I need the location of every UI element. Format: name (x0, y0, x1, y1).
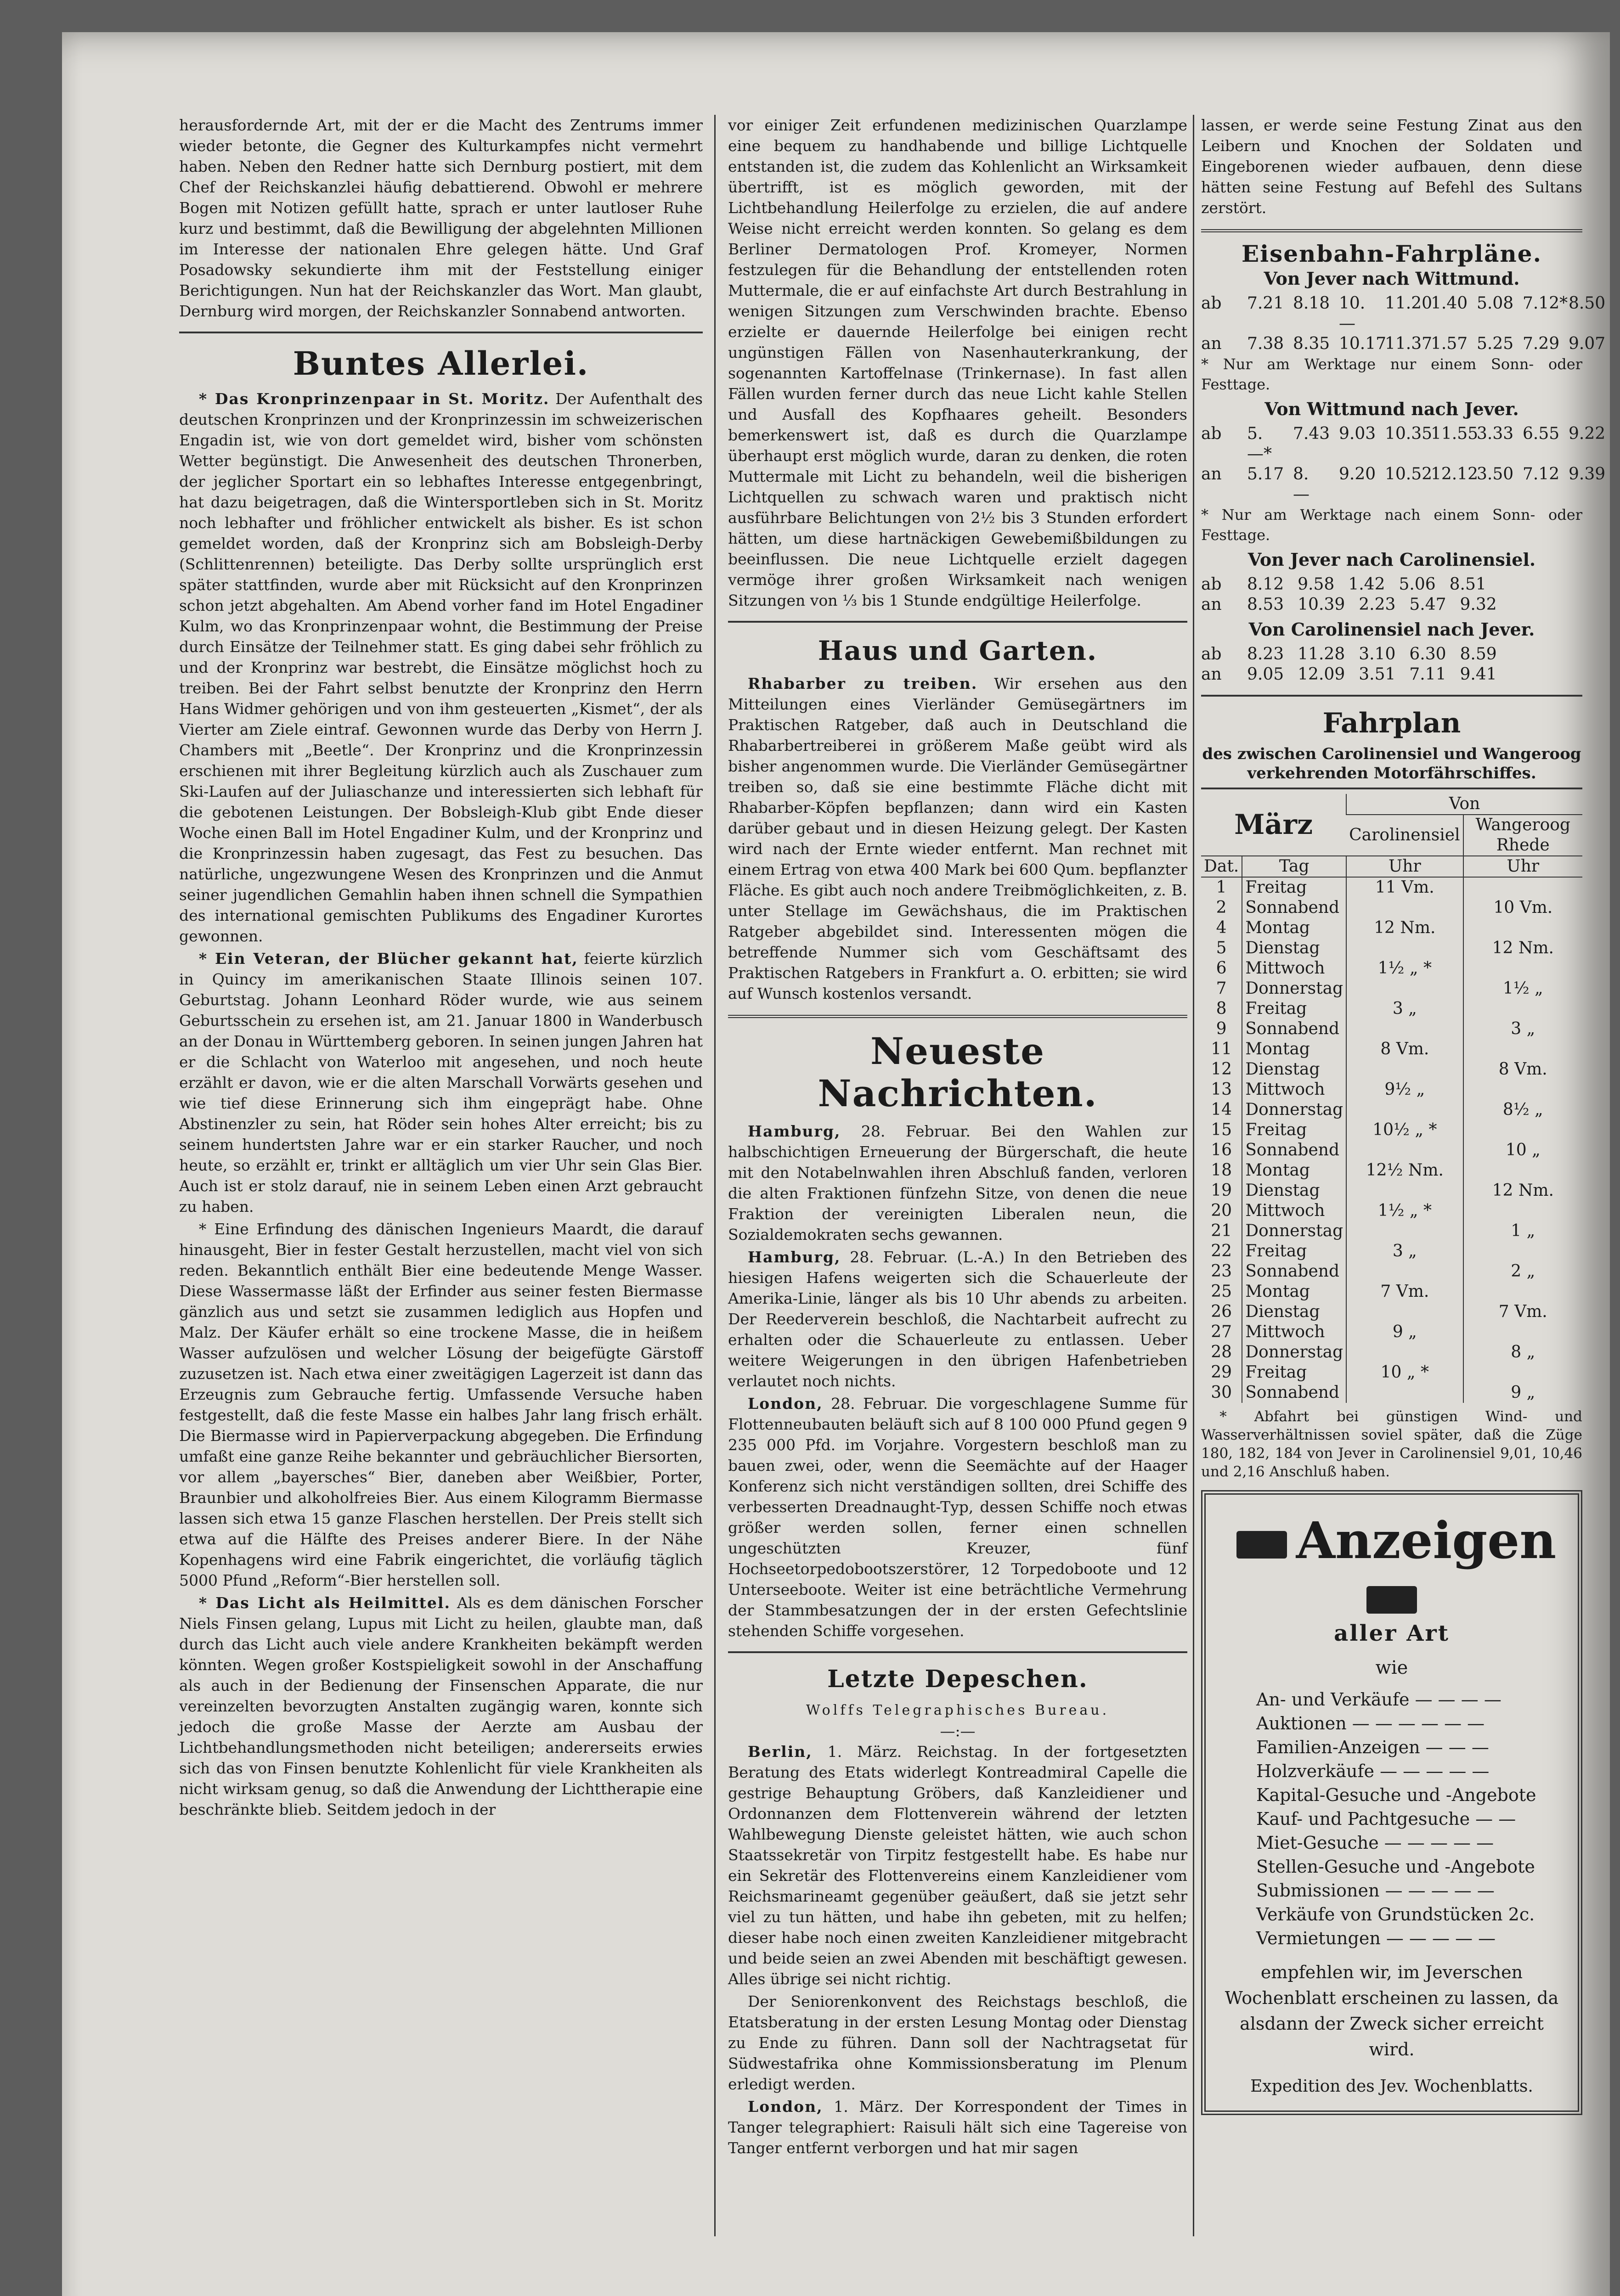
cell: 1.57 (1431, 334, 1468, 353)
date-cell: 7 (1216, 979, 1227, 998)
news-body: 28. Februar. (L.-A.) In den Betrieben des hiesigen Hafens weigerten sich die Schauerleute der Amerika-Linie, länger als bis 10 Uhr abends zu arbeiten. Der Reederverein beschloß, die Nachtarbeit aufrecht zu erhalten oder die Schauerleute zu entlassen. Ueber weitere Weigerungen in den übrigen Hafenbetrieben verlautet noch nichts. (728, 1248, 1187, 1390)
column-3 (1201, 115, 1606, 2115)
section-heading-haus-und-garten: Haus und Garten. (818, 635, 1098, 666)
ferry-row (1201, 1362, 1582, 1383)
wangeroog-time-cell (1463, 958, 1582, 979)
cell: 11.28 (1298, 645, 1345, 664)
von-header: Von (1346, 794, 1582, 815)
cell: 7.43 (1293, 424, 1330, 443)
carolinensiel-time-cell (1346, 1181, 1463, 1201)
ferry-row (1201, 1383, 1582, 1403)
article-bier-erfindung: * Eine Erfindung des dänischen Ingenieurs Maardt, die darauf hinausgeht, Bier in fester Gestalt herzustellen, macht viel von sich reden. Bekanntlich enthält Bier eine bedeutende Menge Wasser. Diese Wassermasse läßt der Erfinder aus seiner festen Biermasse gänzlich aus und setzt sie zusammen lediglich aus Hopfen und Malz. Der Käufer erhält so eine trockene Masse, die in heißem Wasser aufzulösen und welcher Lösung der beigefügte Gärstoff zuzusetzen ist. Nach etwa einer zweitägigen Lagerzeit ist dann das Erzeugnis zum Gebrauche fertig. Umfassende Versuche haben festgestellt, daß die feste Masse ein halbes Jahr lang frisch erhält. Die Biermasse wird in Papierverpackung abgegeben. Die Erfindung umfaßt eine ganze Reihe bekannter und gebräuchlicher Biersorten, vor allem „bayersches“ Bier, daneben aber Weißbier, Porter, Braunbier und alkoholfreies Bier. Aus einem Kilogramm Biermasse lassen sich etwa 15 ganze Flaschen herstellen. Der Preis stellt sich etwa auf die Hälfte des Preises anderer Biere. In der Nähe Kopenhagens wird eine Fabrik eingerichtet, die vorläufig täglich 5000 Pfund „Reform“-Bier herstellen soll. (179, 1220, 703, 1589)
news-dateline: Berlin, (747, 1743, 813, 1761)
cell: 6.55 (1523, 424, 1560, 443)
dispatch-berlin (728, 1741, 1187, 1989)
date-header: Dat. (1201, 856, 1242, 877)
cell: 7.12 (1523, 465, 1560, 484)
wangeroog-time-cell: 7 Vm. (1463, 1302, 1582, 1322)
article-lead: * Das Licht als Heilmittel. (198, 1594, 451, 1612)
month-header: März (1201, 794, 1346, 856)
timetable-title: Von Jever nach Wittmund. (1264, 268, 1520, 289)
ad-list-item: Verkäufe von Grundstücken 2c. (1256, 1904, 1535, 1925)
date-cell: 19 (1211, 1181, 1232, 1200)
cell: 9.22 (1569, 424, 1606, 443)
wangeroog-time-cell (1463, 1322, 1582, 1342)
ad-list-item: Vermietungen — — — — — (1256, 1928, 1496, 1948)
carolinensiel-time-cell: 9½ „ (1346, 1080, 1463, 1100)
cell: 8.35 (1293, 334, 1330, 353)
news-dateline: Hamburg, (747, 1248, 841, 1266)
wangeroog-time-cell: 8 „ (1463, 1342, 1582, 1362)
carolinensiel-time-cell (1346, 1140, 1463, 1160)
cell: 10.39 (1298, 595, 1345, 614)
cell: 9.41 (1460, 665, 1497, 684)
carolinensiel-time-cell: 3 „ (1346, 1241, 1463, 1261)
timetable-title: Von Wittmund nach Jever. (1264, 399, 1519, 419)
carolinensiel-time-cell (1346, 1100, 1463, 1120)
news-dateline: London, (747, 1395, 823, 1412)
ferry-row (1201, 918, 1582, 938)
ad-text: empfehlen wir, im Jeverschen Wochenblatt erscheinen zu lassen, da alsdann der Zweck sicher erreicht wird. (1225, 1962, 1559, 2060)
cell: 7.29 (1523, 334, 1560, 353)
cell: an (1201, 595, 1222, 614)
carolinensiel-time-cell (1346, 1059, 1463, 1080)
cell: 10.52 (1385, 465, 1433, 484)
article-body: Als es dem dänischen Forscher Niels Finsen gelang, Lupus mit Licht zu heilen, glaubte man, daß durch das Licht auch viele andere Krankheiten bekämpft werden könnten. Wegen großer Kostspieligkeit sowohl in der Anschaffung als auch in der Bedienung der Finsenschen Apparate, die nur vereinzelten bevorzugten Anstalten zugängig waren, konnte sich jedoch die große Masse der Aerzte am Ausbau der Lichtbehandlungsmethoden nicht beteiligen; andererseits erwies sich das von Finsen benutzte Kohlenlicht für viele Krankheiten als nicht wirksam genug, so daß die Anwendung der Lichttherapie eine beschränkte blieb. Seitdem jedoch in der (179, 1594, 703, 1818)
article-kronprinzenpaar (179, 388, 703, 946)
day-cell: Freitag (1242, 1362, 1346, 1383)
date-cell: 27 (1211, 1322, 1232, 1341)
article-veteran (179, 948, 703, 1217)
ferry-row (1201, 1120, 1582, 1140)
date-cell: 15 (1211, 1120, 1232, 1139)
divider (728, 1651, 1187, 1653)
wangeroog-time-cell: 12 Nm. (1463, 938, 1582, 958)
carolinensiel-time-cell (1346, 1302, 1463, 1322)
dispatch-london (728, 2096, 1187, 2158)
cell: 7.21 (1247, 294, 1284, 313)
article-body: Der Aufenthalt des deutschen Kronprinzen und der Kronprinzessin im schweizerischen Engadin ist, wie von dort gemeldet wird, bisher vom schönsten Wetter begünstigt. Die Anwesenheit des deutschen Thronerben, der jeglicher Sportart ein so lebhaftes Interesse entgegenbringt, hat dazu beigetragen, daß die Wintersportleben sich in St. Moritz noch lebhafter und fröhlicher entwickelt als bisher. Es ist schon gemeldet worden, daß der Kronprinz sich am Bobsleigh-Derby (Schlittenrennen) beteiligte. Das Derby sollte ursprünglich erst später stattfinden, wurde aber mit Rücksicht auf den Kronprinzen schon jetzt abgehalten. Am Abend vorher fand im Hotel Engadiner Kulm, wo das Kronprinzenpaar wohnt, die Bestimmung der Preise durch Einsätze der Teilnehmer statt. Es ging dabei sehr fröhlich zu und der Kronprinz war bestrebt, die Einsätze möglichst hoch zu treiben. Bei der Fahrt selbst benutzte der Kronprinz den Herrn Hans Widmer gehörigen und von ihm gesteuerten „Kismet“, der als Vierter am Ziele eintraf. Gewonnen wurde das Derby von Herrn J. Chambers mit „Beetle“. Der Kronprinz und die Kronprinzessin erschienen mit ihrer Begleitung kürzlich auch als Zuschauer zum Ski-Laufen auf der Juliaschanze und interessierten sich lebhaft für die gebotenen Leistungen. Der Bobsleigh-Klub gibt Ende dieser Woche einen Ball im Hotel Engadiner Kulm, und der Kronprinz und die Kronprinzessin haben zugesagt, das Fest zu besuchen. Das natürliche, ungezwungene Wesen des Kronprinzen und die Anmut seiner jugendlichen Gemahlin haben ihnen schnell die Sympathien des international gemischten Publikums des Engadiner Kurortes gewonnen. (179, 390, 703, 945)
wangeroog-time-cell (1463, 1241, 1582, 1261)
day-cell: Montag (1242, 1039, 1346, 1059)
wangeroog-time-cell: 10 Vm. (1463, 898, 1582, 918)
carolinensiel-time-cell: 10 „ * (1346, 1362, 1463, 1383)
timetable-row-ab (1201, 644, 1582, 664)
ferry-row (1201, 1322, 1582, 1342)
wolff-bureau-line: Wolffs Telegraphisches Bureau. (806, 1702, 1110, 1718)
day-cell: Freitag (1242, 999, 1346, 1019)
day-cell: Freitag (1242, 1120, 1346, 1140)
date-cell: 14 (1211, 1100, 1232, 1119)
wangeroog-time-cell (1463, 1039, 1582, 1059)
wangeroog-header: Wangeroog Rhede (1463, 815, 1582, 856)
cell: 9.05 (1247, 665, 1284, 684)
article-body: feierte kürzlich in Quincy im amerikanischen Staate Illinois seinen 107. Geburtstag. Johann Leonhard Röder wurde, wie aus seinem Geburtsschein zu ersehen ist, am 21. Januar 1800 in Wanderbusch an der Donau in Württemberg geboren. In seinen jungen Jahren hat er die Schlacht von Waterloo mit angesehen, und noch heute erzählt er davon, wie er die alten Marschall Vorwärts gesehen und wie tief diese Erinnerung sich ihm eingeprägt habe. Ohne Abstinenzler zu sein, hat Röder sein hohes Alter erreicht; bis zu seinem hundertsten Jahre war er ein starker Raucher, und noch heute, so erzählt er, trinkt er alltäglich um vier Uhr sein Glas Bier. Auch ist er stolz darauf, nie in seinem Leben einen Arzt gebraucht zu haben. (179, 950, 703, 1216)
day-cell: Montag (1242, 918, 1346, 938)
ad-list-item: Auktionen — — — — — — (1256, 1713, 1485, 1733)
time-header: Uhr (1346, 856, 1463, 877)
cell: 8.23 (1247, 645, 1284, 664)
cell: 11.20 (1385, 294, 1433, 313)
pointing-hand-icon (1366, 1586, 1417, 1614)
ad-list (1256, 1688, 1559, 1950)
section-heading-letzte-depeschen: Letzte Depeschen. (827, 1665, 1088, 1693)
wangeroog-time-cell (1463, 1362, 1582, 1383)
article-lead: Rhabarber zu treiben. (747, 675, 978, 692)
carolinensiel-time-cell (1346, 898, 1463, 918)
cell: 5.06 (1399, 575, 1436, 594)
carolinensiel-time-cell: 9 „ (1346, 1322, 1463, 1342)
ferry-row (1201, 1080, 1582, 1100)
date-cell: 28 (1211, 1343, 1232, 1362)
timetable-note: * Nur am Werktage nur einem Sonn- oder Festtage. (1201, 355, 1582, 393)
date-cell: 22 (1211, 1242, 1232, 1261)
news-hamburg-2 (728, 1247, 1187, 1391)
cell: 9.58 (1298, 575, 1335, 594)
wangeroog-time-cell: 3 „ (1463, 1019, 1582, 1039)
cell: 9.03 (1339, 424, 1376, 443)
ferry-row (1201, 1261, 1582, 1282)
wangeroog-time-cell: 8½ „ (1463, 1100, 1582, 1120)
ferry-note: * Abfahrt bei günstigen Wind- und Wasserverhältnissen soviel später, daß die Züge 180, 182, 184 von Jever in Carolinensiel 9,01, 10,46 und 2,16 Anschluß haben. (1201, 1408, 1582, 1480)
news-dateline: Hamburg, (747, 1122, 841, 1140)
wangeroog-time-cell: 1½ „ (1463, 979, 1582, 999)
ferry-row (1201, 1019, 1582, 1039)
wangeroog-time-cell (1463, 918, 1582, 938)
cell: 6.30 (1409, 645, 1446, 664)
date-cell: 11 (1211, 1040, 1232, 1058)
section-heading-buntes-allerlei: Buntes Allerlei. (293, 344, 589, 383)
carolinensiel-time-cell: 7 Vm. (1346, 1282, 1463, 1302)
ferry-row (1201, 1282, 1582, 1302)
day-cell: Mittwoch (1242, 1322, 1346, 1342)
carolinensiel-time-cell: 1½ „ * (1346, 958, 1463, 979)
wangeroog-time-cell: 8 Vm. (1463, 1059, 1582, 1080)
cell: 5.—* (1247, 424, 1272, 463)
news-london-1 (728, 1393, 1187, 1641)
timetable-note: * Nur am Werktage nach einem Sonn- oder Festtage. (1201, 506, 1582, 544)
ferry-row (1201, 898, 1582, 918)
day-cell: Sonnabend (1242, 1383, 1346, 1403)
ferry-row (1201, 1241, 1582, 1261)
carolinensiel-time-cell (1346, 1019, 1463, 1039)
timetable-row-an (1201, 464, 1606, 505)
cell: 11.55 (1431, 424, 1479, 443)
article-rhabarber (728, 673, 1187, 1004)
ad-title-text: Anzeigen (1296, 1511, 1557, 1570)
article-body: Wir ersehen aus den Mitteilungen eines Vierländer Gemüsegärtners im Praktischen Ratgeber, daß auch in Deutschland die Rhabarbertreiberei in größerem Maße geübt wird als bisher angenommen wurde. Die Vierländer Gemüsegärtner treiben so, daß sie eine bestimmte Fläche dicht mit Rhabarber-Köpfen bepflanzen; dann wird ein Kasten darüber gebaut und in diesen Heizung gelegt. Der Kasten wird nach der Ernte wieder entfernt. Man rechnet mit einem Ertrag von etwa 400 Mark bei 600 Qum. bepflanzter Fläche. Es gibt auch noch andere Treibmöglichkeiten, z. B. unter Stellage im Gewächshaus, die im Praktischen Ratgeber abgebildet sind. Interessenten mögen die betreffende Nummer sich vom Geschäftsamt des Praktischen Ratgebers in Frankfurt a. O. erbitten; sie wird auf Wunsch kostenlos versandt. (728, 675, 1187, 1002)
ferry-timetable-subtitle: des zwischen Carolinensiel und Wangeroog verkehrenden Motorfährschiffes. (1202, 745, 1581, 782)
ferry-row (1201, 999, 1582, 1019)
day-cell: Mittwoch (1242, 1201, 1346, 1221)
ad-list-item: Kapital-Gesuche und -Angebote (1256, 1785, 1536, 1805)
divider (1201, 229, 1582, 232)
day-cell: Donnerstag (1242, 1342, 1346, 1362)
cell: 7.12* (1523, 294, 1568, 313)
carolinensiel-time-cell: 3 „ (1346, 999, 1463, 1019)
wangeroog-time-cell (1463, 1201, 1582, 1221)
date-cell: 26 (1211, 1302, 1232, 1321)
carolinensiel-time-cell (1346, 1383, 1463, 1403)
wangeroog-time-cell: 10 „ (1463, 1140, 1582, 1160)
date-cell: 6 (1216, 959, 1227, 978)
cell: 3.50 (1477, 465, 1514, 484)
cell: 10.17 (1339, 334, 1387, 353)
cell: 12.09 (1298, 665, 1345, 684)
ferry-row (1201, 1039, 1582, 1059)
day-cell: Donnerstag (1242, 1221, 1346, 1241)
carolinensiel-time-cell (1346, 979, 1463, 999)
timetable-jever-wittmund (1201, 268, 1606, 685)
ferry-row (1201, 938, 1582, 958)
column-rule (714, 115, 716, 2236)
date-cell: 23 (1211, 1262, 1232, 1281)
cell: 8.12 (1247, 575, 1284, 594)
divider (728, 621, 1187, 623)
cell: an (1201, 665, 1222, 684)
cell: ab (1201, 645, 1222, 664)
timetable-row-ab (1201, 293, 1606, 334)
date-cell: 9 (1216, 1019, 1227, 1038)
cell: 1.42 (1348, 575, 1385, 594)
carolinensiel-header: Carolinensiel (1346, 815, 1463, 856)
timetable-row-an (1201, 334, 1606, 354)
ferry-timetable-title: Fahrplan (1322, 707, 1461, 739)
column-rule (1193, 115, 1194, 2236)
cell: ab (1201, 575, 1222, 594)
date-cell: 29 (1211, 1363, 1232, 1382)
news-body: 1. März. Der Korrespondent der Times in Tanger telegraphiert: Raisuli hält sich eine Tagereise von Tanger entfernt verborgen und hat mir sagen (728, 2098, 1187, 2157)
ad-list-item: Familien-Anzeigen — — — (1256, 1737, 1489, 1757)
date-cell: 18 (1211, 1161, 1232, 1180)
carolinensiel-time-cell (1346, 1221, 1463, 1241)
ferry-row (1201, 877, 1582, 898)
cell: 7.38 (1247, 334, 1284, 353)
carolinensiel-time-cell: 8 Vm. (1346, 1039, 1463, 1059)
date-cell: 2 (1216, 898, 1227, 917)
divider (179, 332, 703, 333)
wangeroog-time-cell (1463, 1282, 1582, 1302)
wangeroog-time-cell (1463, 1160, 1582, 1181)
article-continuation: lassen, er werde seine Festung Zinat aus den Leibern und Knochen der Soldaten und Eingeborenen wieder aufbauen, denn diese hätten seine Festung auf Befehl des Sultans zerstört. (1201, 116, 1582, 217)
wangeroog-time-cell (1463, 1120, 1582, 1140)
wangeroog-time-cell: 12 Nm. (1463, 1181, 1582, 1201)
cell: 5.47 (1409, 595, 1446, 614)
day-cell: Sonnabend (1242, 1140, 1346, 1160)
day-cell: Sonnabend (1242, 898, 1346, 918)
cell: 8.50 (1569, 294, 1606, 313)
column-1 (179, 115, 703, 1822)
day-cell: Dienstag (1242, 1302, 1346, 1322)
date-cell: 21 (1211, 1221, 1232, 1240)
cell: 7.11 (1409, 665, 1446, 684)
news-dateline: London, (747, 2098, 823, 2116)
wangeroog-time-cell: 2 „ (1463, 1261, 1582, 1282)
timetable-row-an (1201, 595, 1582, 615)
ferry-rows (1201, 877, 1582, 1403)
time-header: Uhr (1463, 856, 1582, 877)
cell: ab (1201, 424, 1222, 443)
timetable-title: Von Jever nach Carolinensiel. (1247, 549, 1536, 570)
ferry-row (1201, 979, 1582, 999)
ferry-row (1201, 1201, 1582, 1221)
ad-list-item: Miet-Gesuche — — — — — (1256, 1833, 1494, 1853)
day-cell: Sonnabend (1242, 1261, 1346, 1282)
day-cell: Freitag (1242, 1241, 1346, 1261)
cell: 9.07 (1569, 334, 1606, 353)
ferry-row (1201, 958, 1582, 979)
ferry-row (1201, 1302, 1582, 1322)
cell: 9.39 (1569, 465, 1606, 484)
date-cell: 5 (1216, 939, 1227, 957)
separator: —:— (940, 1722, 976, 1740)
carolinensiel-time-cell: 12½ Nm. (1346, 1160, 1463, 1181)
date-cell: 30 (1211, 1383, 1232, 1402)
divider (728, 1015, 1187, 1018)
carolinensiel-time-cell (1346, 1342, 1463, 1362)
ferry-timetable (1201, 794, 1582, 1403)
cell: 5.25 (1477, 334, 1514, 353)
ad-list-item: An- und Verkäufe — — — — (1256, 1689, 1501, 1710)
date-cell: 16 (1211, 1141, 1232, 1159)
wangeroog-time-cell (1463, 1080, 1582, 1100)
ferry-row (1201, 1059, 1582, 1080)
cell: 3.33 (1477, 424, 1514, 443)
day-cell: Sonnabend (1242, 1019, 1346, 1039)
newspaper-page (62, 32, 1610, 2296)
dispatch-seniorenkonvent: Der Seniorenkonvent des Reichstags beschloß, die Etatsberatung in der ersten Lesung Montag oder Dienstag zu Ende zu führen. Dann soll der Nachtragsetat für Südwestafrika ohne Kommissionsberatung im Plenum erledigt werden. (728, 1992, 1187, 2093)
cell: 8.51 (1449, 575, 1486, 594)
day-cell: Mittwoch (1242, 958, 1346, 979)
day-cell: Donnerstag (1242, 979, 1346, 999)
carolinensiel-time-cell: 11 Vm. (1346, 877, 1463, 898)
cell: an (1201, 334, 1222, 353)
date-cell: 12 (1211, 1060, 1232, 1079)
news-hamburg-1 (728, 1121, 1187, 1245)
ferry-row (1201, 1181, 1582, 1201)
cell: an (1201, 465, 1222, 484)
ferry-row (1201, 1221, 1582, 1241)
carolinensiel-time-cell: 1½ „ * (1346, 1201, 1463, 1221)
rail-timetables-heading: Eisenbahn-Fahrpläne. (1241, 240, 1542, 267)
article-licht-heilmittel (179, 1593, 703, 1820)
carolinensiel-time-cell (1346, 1261, 1463, 1282)
wangeroog-time-cell: 9 „ (1463, 1383, 1582, 1403)
ferry-row (1201, 1140, 1582, 1160)
date-cell: 4 (1216, 918, 1227, 937)
timetable-row-an (1201, 664, 1582, 685)
carolinensiel-time-cell: 10½ „ * (1346, 1120, 1463, 1140)
ferry-row (1201, 1160, 1582, 1181)
column-2 (728, 115, 1187, 2160)
cell: 2.23 (1359, 595, 1396, 614)
date-cell: 8 (1216, 999, 1227, 1018)
advertisement-box (1201, 1490, 1582, 2115)
date-cell: 25 (1211, 1282, 1232, 1301)
cell: 3.10 (1359, 645, 1396, 664)
divider (1201, 788, 1582, 789)
cell: 9.20 (1339, 465, 1376, 484)
cell: 1.40 (1431, 294, 1468, 313)
ad-list-item: Holzverkäufe — — — — — (1256, 1761, 1490, 1781)
cell: 9.32 (1460, 595, 1497, 614)
wangeroog-time-cell (1463, 999, 1582, 1019)
cell: 8.— (1293, 465, 1310, 504)
ferry-row (1201, 1100, 1582, 1120)
cell: 5.08 (1477, 294, 1514, 313)
day-cell: Dienstag (1242, 1059, 1346, 1080)
ad-list-item: Submissionen — — — — — (1256, 1880, 1495, 1901)
day-cell: Donnerstag (1242, 1100, 1346, 1120)
day-cell: Mittwoch (1242, 1080, 1346, 1100)
timetable-row-ab (1201, 574, 1582, 595)
cell: ab (1201, 294, 1222, 313)
day-cell: Montag (1242, 1282, 1346, 1302)
divider (1201, 695, 1582, 697)
ad-signature: Expedition des Jev. Wochenblatts. (1250, 2077, 1533, 2096)
ad-list-item: Stellen-Gesuche und -Angebote (1256, 1857, 1535, 1877)
article-lead: * Das Kronprinzenpaar in St. Moritz. (198, 390, 550, 408)
cell: 8.18 (1293, 294, 1330, 313)
date-cell: 13 (1211, 1080, 1232, 1099)
day-cell: Montag (1242, 1160, 1346, 1181)
cell: 11.37 (1385, 334, 1433, 353)
timetable-row-ab (1201, 424, 1606, 464)
carolinensiel-time-cell (1346, 938, 1463, 958)
day-cell: Freitag (1242, 877, 1346, 898)
carolinensiel-time-cell: 12 Nm. (1346, 918, 1463, 938)
news-body: 28. Februar. Die vorgeschlagene Summe für Flottenneubauten beläuft sich auf 8 100 000 Pfund gegen 9 235 000 Pfd. im Vorjahre. Vorgestern beschloß man zu bauen zwei, oder, wenn die Seemächte auf der Haager Konferenz sich nicht verständigen sollten, drei Schiffe des verbesserten Dreadnaught-Typ, dessen Schiffe noch etwas größer werden sollen, ferner einen schnellen ungeschützten Kreuzer, fünf Hochseetorpedobootszerstörer, 12 Torpedoboote und 12 Unterseeboote. Weiter ist eine beträchtliche Vermehrung der Stammbesatzungen der in der ersten Gefechtslinie stehenden Schiffe vorgesehen. (728, 1395, 1187, 1640)
ferry-row (1201, 1342, 1582, 1362)
day-cell: Dienstag (1242, 938, 1346, 958)
ad-wie: wie (1375, 1657, 1408, 1678)
cell: 3.51 (1359, 665, 1396, 684)
day-header: Tag (1242, 856, 1346, 877)
timetable-title: Von Carolinensiel nach Jever. (1248, 619, 1535, 640)
news-body: 28. Februar. Bei den Wahlen zur halbschichtigen Erneuerung der Bürgerschaft, die heute mit den Notabelnwahlen ihren Abschluß fanden, verloren die alten Fraktionen fünfzehn Sitze, von denen die neue Fraktion der vereinigten Liberalen neun, die Sozialdemokraten sechs gewannen. (728, 1122, 1187, 1244)
cell: 8.59 (1460, 645, 1497, 664)
cell: 12.12 (1431, 465, 1479, 484)
pointing-hand-icon (1236, 1531, 1287, 1559)
news-body: 1. März. Reichstag. In der fortgesetzten Beratung des Etats widerlegt Kontreadmiral Capelle die gestrige Behauptung Gröbers, daß Kanzleidiener und Ordonnanzen dem Flottenverein während der letzten Wahlbewegung Dienste geleistet hätten, wie auch schon Staatssekretär von Tirpitz festgestellt habe. Es habe nur ein Sekretär des Flottenvereins einem Kanzleidiener vom Reichsmarineamt gegenüber geäußert, daß sie jetzt sehr viel zu tun hätten, und habe ihn gebeten, mit zu helfen; dieser habe noch einen zweiten Kanzleidiener mitgebracht und beide seien an zwei Abenden mit beschäftigt gewesen. Alles übrige sei nicht richtig. (728, 1743, 1187, 1988)
date-cell: 1 (1216, 878, 1227, 897)
wangeroog-time-cell (1463, 877, 1582, 898)
article-lead: * Ein Veteran, der Blücher gekannt hat, (198, 950, 578, 968)
article-continuation: herausfordernde Art, mit der er die Macht des Zentrums immer wieder betonte, die Gegner des Kulturkampfes nicht vermehrt haben. Neben den Redner hatte sich Dernburg postiert, mit dem Chef der Reichskanzlei häufig debattierend. Obwohl er mehrere Bogen mit Notizen gefüllt hatte, sprach er unter lautloser Ruhe kurz und bestimmt, daß die Bewilligung der abgelehnten Millionen im Interesse der nationalen Ehre gelegen hätte. Und Graf Posadowsky sekundierte ihm mit der Feststellung einiger Berichtigungen. Nun hat der Reichskanzler das Wort. Man glaubt, Dernburg wird morgen, der Reichskanzler Sonnabend antworten. (179, 116, 703, 320)
ad-title (1224, 1513, 1559, 1623)
cell: 10.35 (1385, 424, 1433, 443)
cell: 5.17 (1247, 465, 1284, 484)
ad-list-item: Kauf- und Pachtgesuche — — (1256, 1809, 1516, 1829)
article-continuation: vor einiger Zeit erfundenen medizinischen Quarzlampe eine bequem zu handhabende und billige Lichtquelle entstanden ist, die zudem das Kohlenlicht an Wirksamkeit übertrifft, ist es möglich geworden, mit der Lichtbehandlung Heilerfolge zu erzielen, die auf andere Weise nicht erreicht werden konnten. So gelang es dem Berliner Dermatologen Prof. Kromeyer, Normen festzulegen für die Behandlung der entstellenden roten Muttermale, die er auf einfachste Art durch Bestrahlung in wenigen Sitzungen zum Verschwinden brachte. Ebenso erzielte er dauernde Heilerfolge bei einigen recht ungünstigen Fällen von Nasenhauterkrankung, der sogenannten Kartoffelnase (Trinkernase). In fast allen Fällen wurden ferner durch das neue Licht kahle Stellen und Ausfall des Kopfhaares geheilt. Besonders bemerkenswert ist, daß es durch die Quarzlampe überhaupt erst möglich wurde, daran zu denken, die roten Muttermale mit Licht zu behandeln, weil die bisherigen Lichtquellen zu schwach waren und praktisch nicht ausführbare Belichtungen von 2½ bis 3 Stunden erfordert hätten, um diese hartnäckigen Gewebemißbildungen zu beeinflussen. Die neue Lichtquelle erzielt dagegen vermöge ihrer großen Wirksamkeit nach wenigen Sitzungen von ⅓ bis 1 Stunde endgültige Heilerfolge. (728, 116, 1187, 609)
cell: 10.— (1339, 294, 1366, 333)
day-cell: Dienstag (1242, 1181, 1346, 1201)
ad-subtitle: aller Art (1334, 1621, 1450, 1646)
date-cell: 20 (1211, 1201, 1232, 1220)
cell: 8.53 (1247, 595, 1284, 614)
section-heading-neueste-nachrichten: Neueste Nachrichten. (818, 1030, 1098, 1115)
wangeroog-time-cell: 1 „ (1463, 1221, 1582, 1241)
